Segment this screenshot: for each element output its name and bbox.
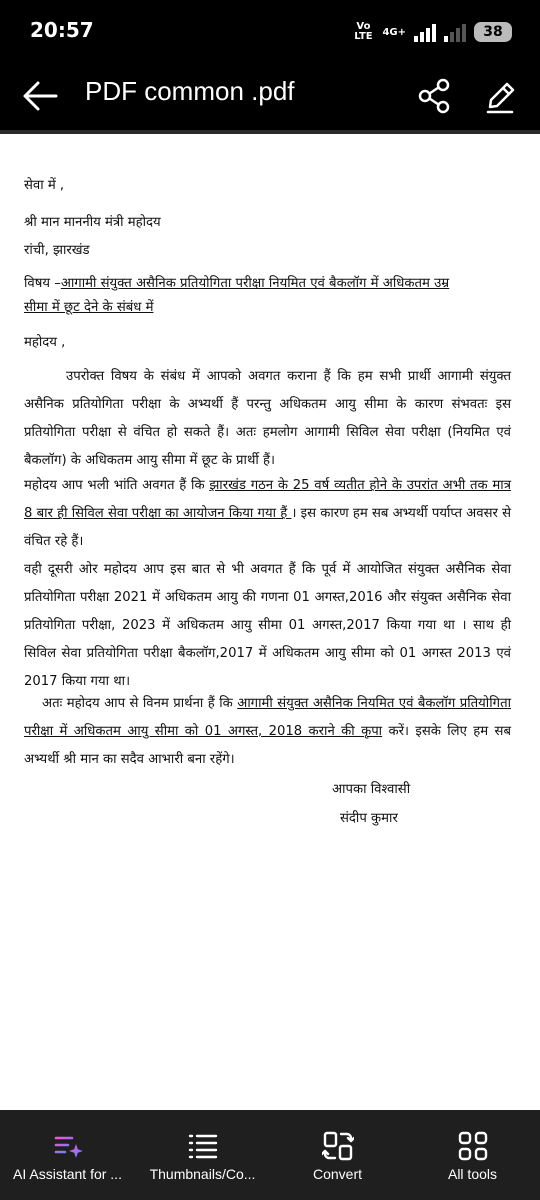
paragraph-2-underlined: झारखंड गठन के 25 वर्ष व्यतीत होने के उपरांत अभी तक मात्र 8 बार ही सिविल सेवा परीक्षा का आयोजन किया गया हैं xyxy=(24,478,511,521)
salutation-to: सेवा में , xyxy=(24,178,65,193)
list-icon xyxy=(187,1130,219,1162)
convert-icon xyxy=(322,1130,354,1162)
paragraph-2-end: । इस कारण हम सब अभ्यर्थी पर्याप्त अवसर से वंचित रहे हैं। xyxy=(24,506,512,549)
network-type: 4G+ xyxy=(382,26,406,38)
subject-prefix: विषय – xyxy=(24,276,61,291)
closing: आपका विश्वासी xyxy=(332,782,411,797)
paragraph-4-underlined: आगामी संयुक्त असैनिक नियमित एवं बैकलॉग प्रतियोगिता परीक्षा में अधिकतम आयु सीमा को 01 अगस्त, 2018 कराने की कृपा xyxy=(24,696,511,739)
status-time: 20:57 xyxy=(30,18,94,42)
thumbnails-button[interactable] xyxy=(135,1122,270,1192)
paragraph-4-end: करें। इसके लिए हम सब अभ्यर्थी श्री मान का सदैव आभारी बना रहेंगे। xyxy=(24,724,511,767)
status-icons xyxy=(352,18,512,46)
paragraph-1: उपरोक्त विषय के संबंध में आपको अवगत कराना हैं कि हम सभी प्रार्थी आगामी संयुक्त असैनिक प्रतियोगिता परीक्षा के अभ्यर्थी हैं परन्तु अधिकतम आयु सीमा के कारण संभवतः इस प्रतियोगिता परीक्षा से वंचित हो सकते हैं। अतः हमलोग आगामी सिविल सेवा परीक्षा (नियमित एवं बैकलॉग) के अधिकतम आयु सीमा में छूट के प्रार्थी हैं। xyxy=(24,369,511,468)
share-icon xyxy=(416,76,452,116)
app-bar xyxy=(0,62,540,130)
edit-button[interactable] xyxy=(482,76,518,116)
paragraph-4-start: अतः महोदय आप से विनम प्रार्थना हैं कि xyxy=(42,696,238,711)
signal-strength-icon xyxy=(414,22,436,42)
status-bar xyxy=(0,0,540,62)
paragraph-4 xyxy=(24,690,511,774)
ai-sparkle-icon xyxy=(52,1130,84,1162)
convert-button[interactable] xyxy=(270,1122,405,1192)
grid-icon xyxy=(457,1130,489,1162)
place: रांची, झारखंड xyxy=(24,243,90,258)
greeting: महोदय , xyxy=(24,335,66,350)
convert-label: Convert xyxy=(312,1166,363,1182)
recipient: श्री मान माननीय मंत्री महोदय xyxy=(24,215,161,230)
share-button[interactable] xyxy=(416,76,452,116)
ai-assistant-label: AI Assistant for ... xyxy=(13,1166,122,1182)
volte-indicator: Vo LTE xyxy=(354,21,373,42)
all-tools-button[interactable] xyxy=(405,1122,540,1192)
subject-text-1: आगामी संयुक्त असैनिक प्रतियोगिता परीक्षा नियमित एवं बैकलॉग में अधिकतम उम्र xyxy=(60,276,450,291)
pdf-viewer[interactable] xyxy=(0,130,540,1110)
all-tools-label: All tools xyxy=(447,1166,498,1182)
subject-line-2: सीमा में छूट देने के संबंध में xyxy=(24,300,154,315)
paragraph-2-start: महोदय आप भली भांति अवगत हैं कि xyxy=(24,478,210,493)
signal-strength-2-icon xyxy=(444,22,466,42)
bottom-toolbar xyxy=(0,1110,540,1200)
ai-assistant-button[interactable] xyxy=(0,1122,135,1192)
battery-icon: 38 xyxy=(474,22,512,42)
paragraph-3: वही दूसरी ओर महोदय आप इस बात से भी अवगत हैं कि पूर्व में आयोजित संयुक्त असैनिक सेवा प्रतियोगिता परीक्षा 2021 में अधिकतम आयु की गणना 01 अगस्त,2016 और संयुक्त असैनिक सेवा प्रतियोगिता परीक्षा, 2023 में अधिकतम आयु सीमा 01 अगस्त,2017 किया गया था । साथ ही सिविल सेवा प्रतियोगिता परीक्षा बैकलॉग,2017 में अधिकतम आयु सीमा को 01 अगस्त 2013 एवं 2017 किया गया था। xyxy=(24,562,511,689)
pdf-page xyxy=(0,134,540,1110)
pencil-icon xyxy=(482,76,518,116)
signature-name: संदीप कुमार xyxy=(340,811,398,826)
paragraph-2 xyxy=(24,472,511,556)
back-button[interactable] xyxy=(20,76,60,116)
thumbnails-label: Thumbnails/Co... xyxy=(149,1166,256,1182)
document-title: PDF common .pdf xyxy=(85,76,295,106)
arrow-left-icon xyxy=(20,76,60,116)
